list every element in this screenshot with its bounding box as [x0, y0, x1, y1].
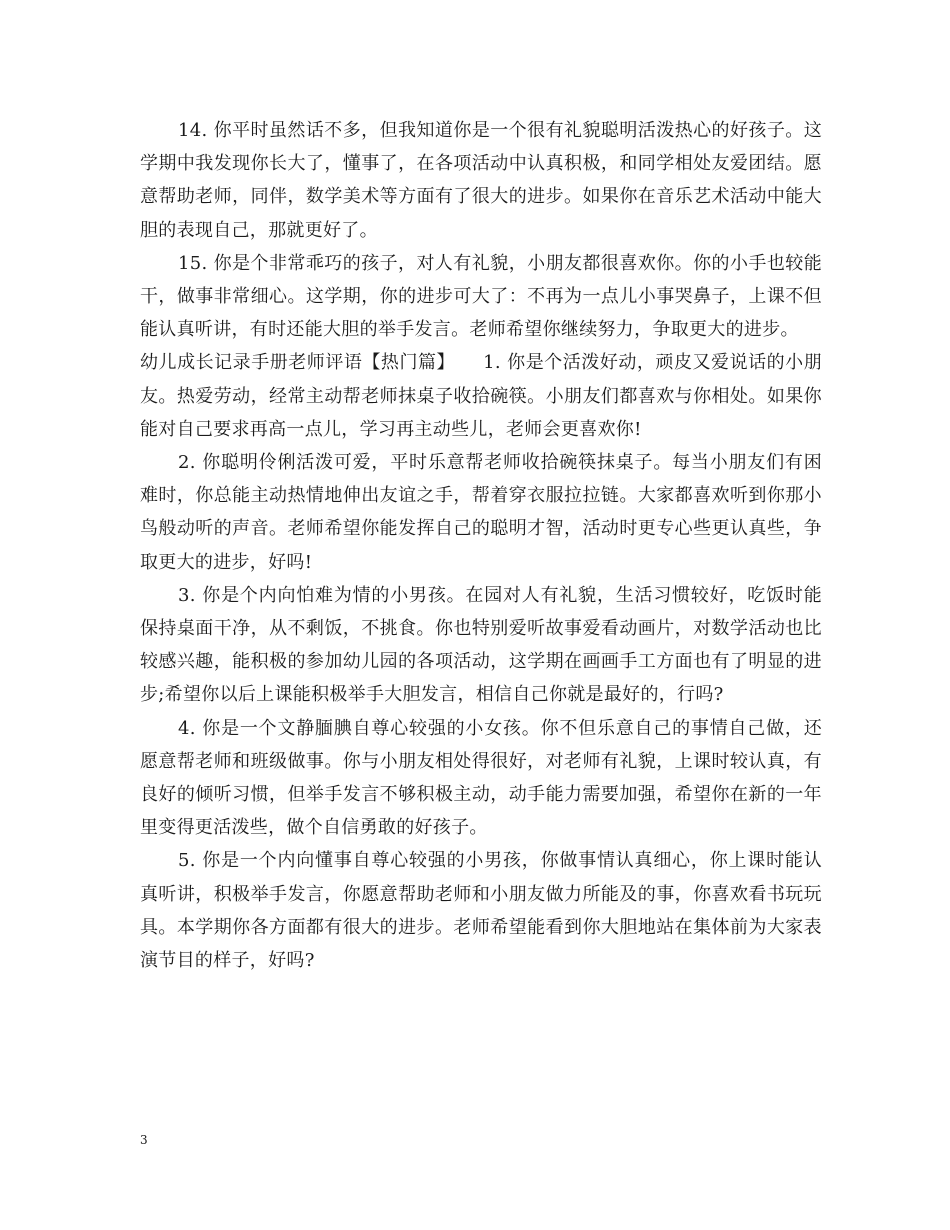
section-heading-paragraph: 幼儿成长记录手册老师评语【热门篇】 1. 你是个活泼好动，顽皮又爱说话的小朋友。热爱劳动，经常主动帮老师抹桌子收拾碗筷。小朋友们都喜欢与你相处。如果你能对自己要求再高一点儿，学习再主动些儿，老师会更喜欢你! [140, 352, 822, 440]
paragraph-comment-3: 3. 你是个内向怕难为情的小男孩。在园对人有礼貌，生活习惯较好，吃饭时能保持桌面干净，从不剩饭，不挑食。你也特别爱听故事爱看动画片，对数学活动也比较感兴趣，能积极的参加幼儿园的各项活动，这学期在画画手工方面也有了明显的进步;希望你以后上课能积极举手大胆发言，相信自己你就是最好的，行吗? [140, 584, 822, 706]
paragraph-comment-15: 15. 你是个非常乖巧的孩子，对人有礼貌，小朋友都很喜欢你。你的小手也较能干，做事非常细心。这学期，你的进步可大了：不再为一点儿小事哭鼻子，上课不但能认真听讲，有时还能大胆的举手发言。老师希望你继续努力，争取更大的进步。 [140, 252, 822, 341]
paragraph-comment-4: 4. 你是一个文静腼腆自尊心较强的小女孩。你不但乐意自己的事情自己做，还愿意帮老师和班级做事。你与小朋友相处得很好，对老师有礼貌，上课时较认真，有良好的倾听习惯，但举手发言不够积极主动，动手能力需要加强，希望你在新的一年里变得更活泼些，做个自信勇敢的好孩子。 [140, 717, 822, 839]
page-number: 3 [140, 1133, 148, 1147]
paragraph-comment-14: 14. 你平时虽然话不多，但我知道你是一个很有礼貌聪明活泼热心的好孩子。这学期中我发现你长大了，懂事了，在各项活动中认真积极，和同学相处友爱团结。愿意帮助老师，同伴，数学美术等方面有了很大的进步。如果你在音乐艺术活动中能大胆的表现自己，那就更好了。 [140, 120, 822, 241]
paragraph-comment-2: 2. 你聪明伶俐活泼可爱，平时乐意帮老师收拾碗筷抹桌子。每当小朋友们有困难时，你总能主动热情地伸出友谊之手，帮着穿衣服拉拉链。大家都喜欢听到你那小鸟般动听的声音。老师希望你能发挥自己的聪明才智，活动时更专心些更认真些，争取更大的进步，好吗! [140, 452, 822, 573]
document-body [140, 114, 822, 977]
paragraph-comment-5: 5. 你是一个内向懂事自尊心较强的小男孩，你做事情认真细心，你上课时能认真听讲，积极举手发言，你愿意帮助老师和小朋友做力所能及的事，你喜欢看书玩玩具。本学期你各方面都有很大的进步。老师希望能看到你大胆地站在集体前为大家表演节目的样子，好吗? [140, 850, 822, 972]
